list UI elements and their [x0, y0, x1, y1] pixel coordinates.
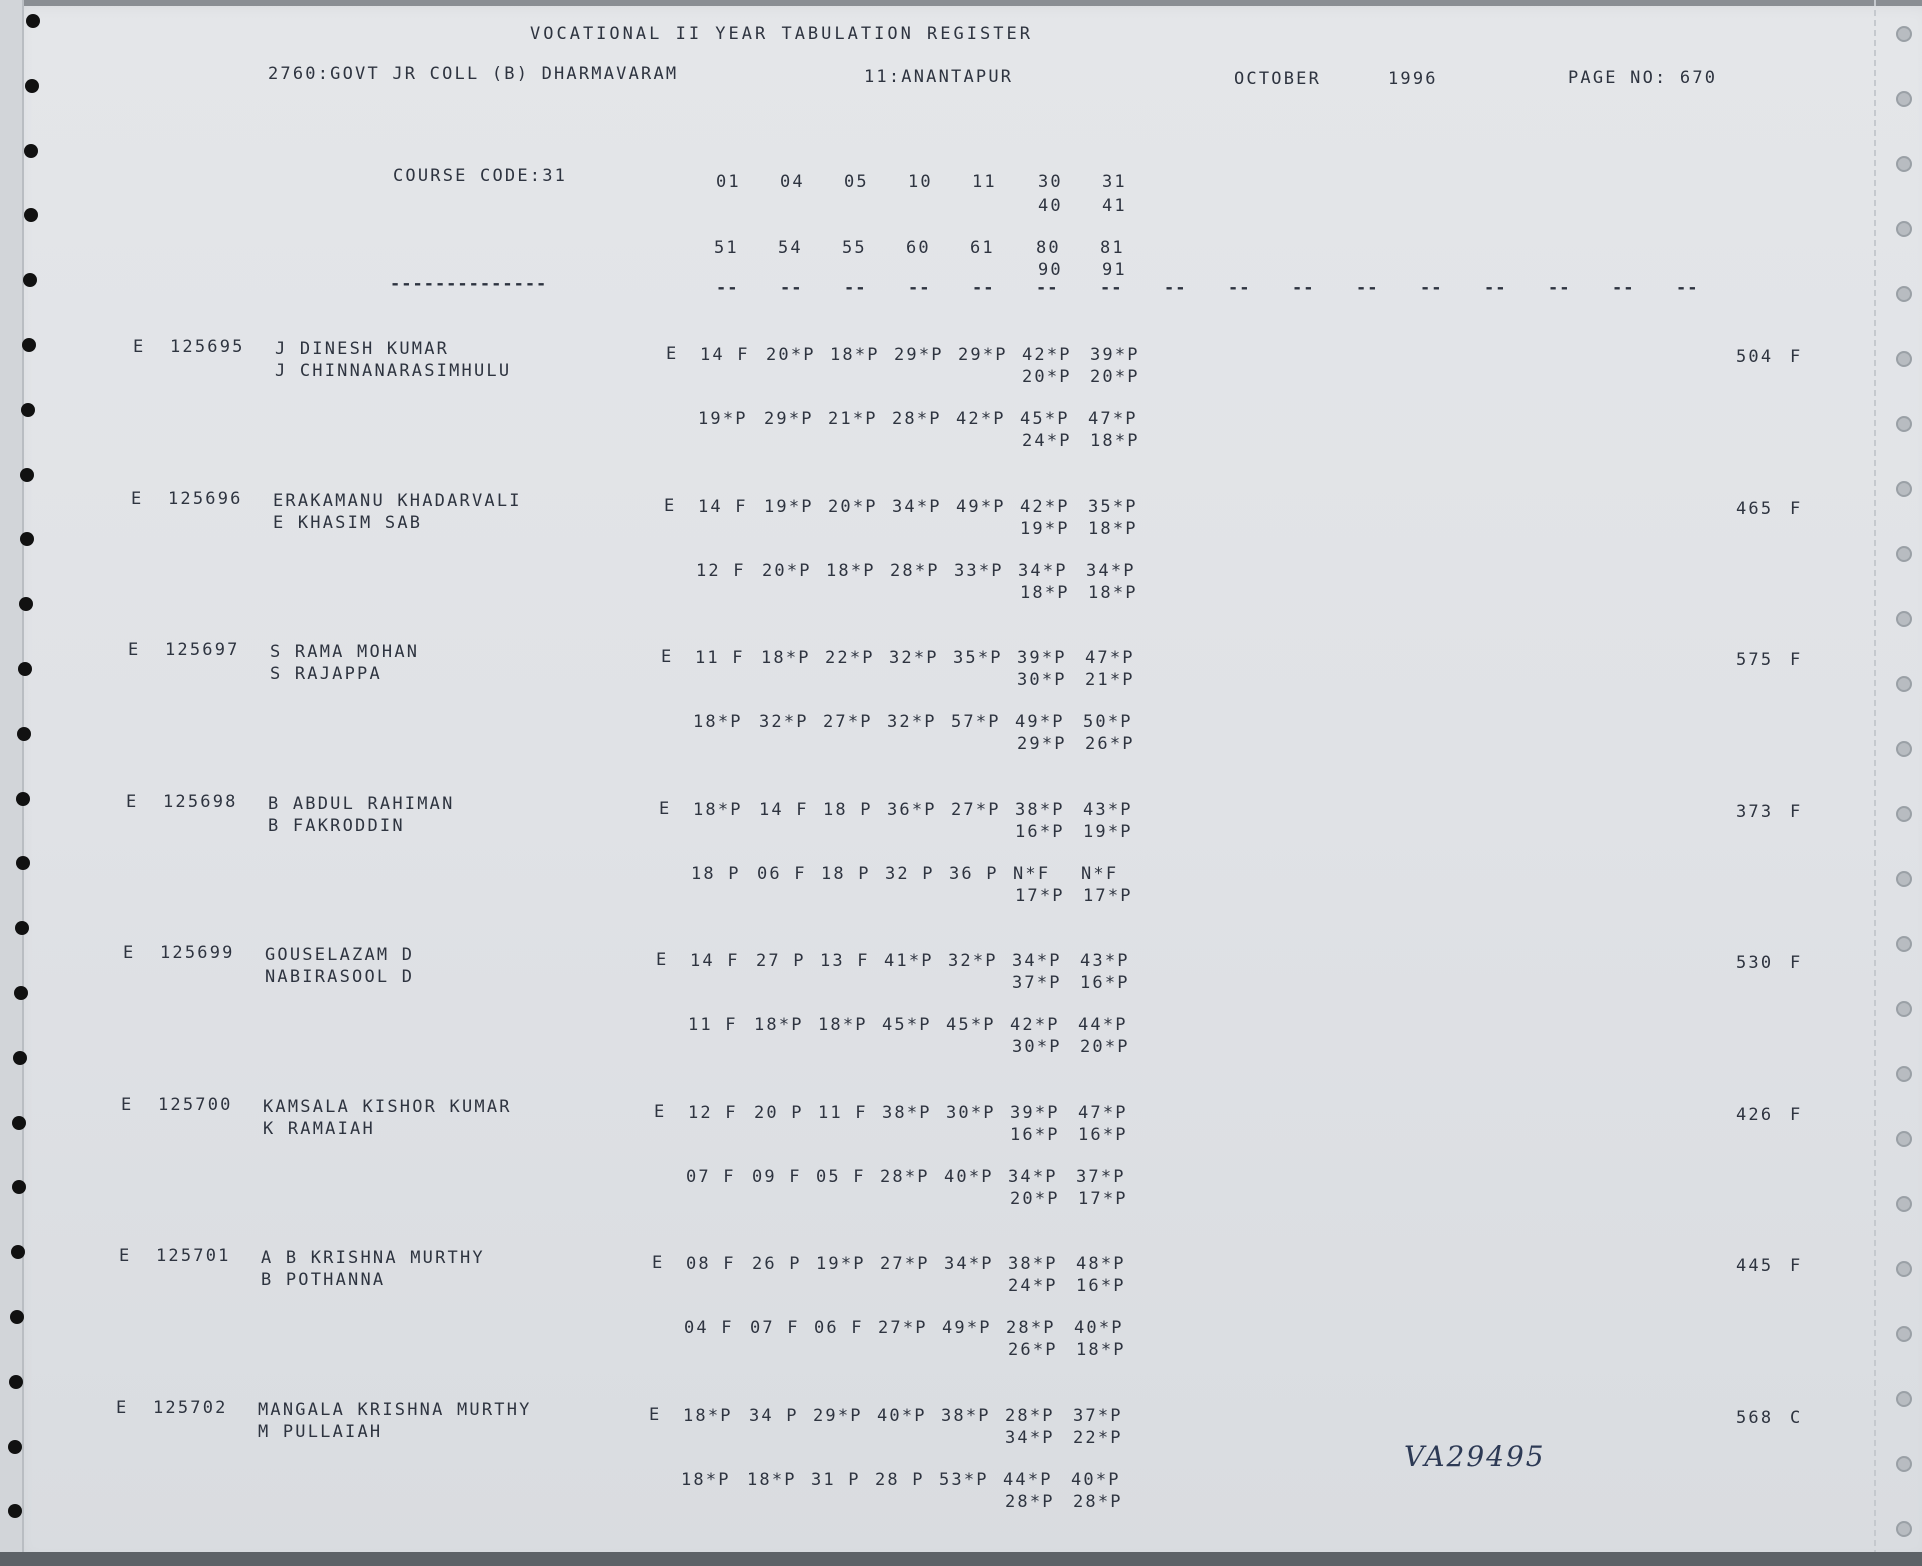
- total-marks: 568: [1736, 1407, 1774, 1428]
- mark-cell: 05 F: [816, 1166, 866, 1187]
- column-rule: --: [1548, 278, 1571, 298]
- feed-hole: [1896, 416, 1912, 432]
- mark-cell: 17*P: [1083, 885, 1133, 906]
- mark-cell: 38*P: [1015, 799, 1065, 820]
- marks-flag: E: [649, 1404, 662, 1425]
- mark-cell: 20 P: [754, 1102, 804, 1123]
- subject-code: 51: [714, 238, 739, 258]
- mark-cell: 28*P: [1073, 1491, 1123, 1512]
- mark-cell: 33*P: [954, 560, 1004, 581]
- mark-cell: 19*P: [698, 409, 748, 429]
- mark-cell: 40*P: [877, 1405, 927, 1426]
- feed-hole: [15, 921, 29, 935]
- mark-cell: 26*P: [1008, 1340, 1058, 1360]
- mark-cell: 16*P: [1076, 1276, 1126, 1296]
- mark-cell: 18*P: [1020, 582, 1070, 603]
- mark-cell: 08 F: [686, 1254, 736, 1274]
- mark-cell: 18*P: [830, 345, 880, 365]
- marks-flag: E: [661, 647, 674, 667]
- mark-cell: 11 F: [688, 1015, 738, 1035]
- feed-hole: [1896, 1196, 1912, 1212]
- student-name: KAMSALA KISHOR KUMAR: [263, 1096, 512, 1117]
- left-feed-strip: [0, 0, 24, 1566]
- marks-flag: E: [666, 344, 679, 364]
- mark-cell: 14 F: [759, 799, 809, 820]
- mark-cell: 11 F: [818, 1102, 868, 1123]
- marks-flag: E: [664, 495, 677, 516]
- mark-cell: 22*P: [1073, 1427, 1123, 1448]
- father-name: B FAKRODDIN: [268, 815, 405, 836]
- subject-code: 54: [778, 238, 803, 258]
- feed-hole: [1896, 1066, 1912, 1082]
- mark-cell: 38*P: [941, 1405, 991, 1426]
- subject-code: 90: [1038, 260, 1063, 280]
- father-name: E KHASIM SAB: [273, 512, 423, 533]
- mark-cell: 37*P: [1073, 1405, 1123, 1426]
- feed-hole: [1896, 676, 1912, 692]
- feed-hole: [20, 468, 34, 482]
- mark-cell: 34*P: [1005, 1427, 1055, 1448]
- mark-cell: 18*P: [1088, 518, 1138, 539]
- mark-cell: 34*P: [944, 1254, 994, 1274]
- roll-number: 125697: [165, 640, 240, 660]
- mark-cell: 27*P: [878, 1318, 928, 1338]
- register-title: VOCATIONAL II YEAR TABULATION REGISTER: [530, 24, 1033, 44]
- mark-cell: 44*P: [1003, 1469, 1053, 1490]
- student-name: MANGALA KRISHNA MURTHY: [258, 1399, 532, 1420]
- result-code: F: [1790, 1104, 1803, 1125]
- mark-cell: 50*P: [1083, 712, 1133, 732]
- mark-cell: 14 F: [700, 345, 750, 365]
- mark-cell: 31 P: [811, 1469, 861, 1490]
- mark-cell: 38*P: [1008, 1254, 1058, 1274]
- mark-cell: 34*P: [1018, 560, 1068, 581]
- column-rule: --: [972, 278, 995, 298]
- mark-cell: 32*P: [759, 712, 809, 732]
- feed-hole: [1896, 221, 1912, 237]
- feed-hole: [1896, 1326, 1912, 1342]
- mark-cell: 18*P: [826, 560, 876, 581]
- mark-cell: 43*P: [1080, 951, 1130, 971]
- mark-cell: 40*P: [1074, 1318, 1124, 1338]
- feed-hole: [16, 792, 30, 806]
- mark-cell: 27*P: [823, 712, 873, 732]
- mark-cell: 32*P: [887, 712, 937, 732]
- mark-cell: 18*P: [681, 1469, 731, 1490]
- mark-cell: 47*P: [1085, 648, 1135, 668]
- mark-cell: 30*P: [1017, 670, 1067, 690]
- father-name: K RAMAIAH: [263, 1118, 375, 1139]
- column-rule: --: [780, 278, 803, 298]
- mark-cell: 42*P: [1010, 1015, 1060, 1035]
- mark-cell: 18*P: [693, 712, 743, 732]
- feed-hole: [1896, 1456, 1912, 1472]
- mark-cell: 39*P: [1017, 648, 1067, 668]
- mark-cell: 21*P: [1085, 670, 1135, 690]
- student-name: GOUSELAZAM D: [265, 945, 415, 965]
- mark-cell: 28*P: [1005, 1491, 1055, 1512]
- feed-hole: [14, 986, 28, 1000]
- column-rule: --: [1612, 278, 1635, 298]
- father-name: M PULLAIAH: [258, 1421, 383, 1442]
- mark-cell: 28*P: [880, 1166, 930, 1187]
- feed-hole: [1896, 741, 1912, 757]
- subject-code: 81: [1100, 238, 1125, 258]
- mark-cell: 20*P: [766, 345, 816, 365]
- mark-cell: 49*P: [956, 496, 1006, 517]
- roll-number: 125698: [163, 791, 238, 812]
- mark-cell: 32 P: [885, 863, 935, 884]
- course-code-label: COURSE CODE:31: [393, 166, 568, 186]
- mark-cell: 11 F: [695, 648, 745, 668]
- mark-cell: 27 P: [756, 951, 806, 971]
- feed-hole: [1896, 806, 1912, 822]
- exam-flag: E: [128, 640, 141, 660]
- mark-cell: 34*P: [892, 496, 942, 517]
- total-marks: 465: [1736, 498, 1774, 519]
- roll-number: 125702: [153, 1397, 228, 1418]
- feed-hole: [9, 1375, 23, 1389]
- mark-cell: 21*P: [828, 409, 878, 429]
- mark-cell: 49*P: [1015, 712, 1065, 732]
- mark-cell: 18 P: [691, 863, 741, 884]
- page-number: PAGE NO: 670: [1568, 68, 1718, 88]
- feed-hole: [1896, 1521, 1912, 1537]
- mark-cell: 29*P: [764, 409, 814, 429]
- feed-hole: [8, 1440, 22, 1454]
- result-code: F: [1790, 953, 1803, 973]
- college-name: 2760:GOVT JR COLL (B) DHARMAVARAM: [268, 64, 679, 84]
- subject-code: 55: [842, 238, 867, 258]
- feed-hole: [25, 79, 39, 93]
- marks-flag: E: [652, 1253, 665, 1273]
- mark-cell: 34*P: [1086, 560, 1136, 581]
- father-name: S RAJAPPA: [270, 664, 382, 684]
- total-marks: 575: [1736, 650, 1774, 670]
- exam-flag: E: [116, 1397, 129, 1418]
- feed-hole: [21, 403, 35, 417]
- subject-code: 01: [716, 172, 741, 192]
- subject-code: 31: [1102, 172, 1127, 192]
- mark-cell: 32*P: [889, 648, 939, 668]
- feed-hole: [24, 144, 38, 158]
- feed-hole: [18, 662, 32, 676]
- mark-cell: 20*P: [1022, 367, 1072, 387]
- column-rule: --: [1484, 278, 1507, 298]
- column-rule: --: [908, 278, 931, 298]
- mark-cell: 42*P: [1022, 345, 1072, 365]
- exam-flag: E: [123, 943, 136, 963]
- exam-flag: E: [126, 791, 139, 812]
- mark-cell: 27*P: [951, 799, 1001, 820]
- marks-flag: E: [656, 950, 669, 970]
- mark-cell: 18 P: [823, 799, 873, 820]
- mark-cell: 34*P: [1012, 951, 1062, 971]
- mark-cell: 19*P: [816, 1254, 866, 1274]
- mark-cell: 35*P: [1088, 496, 1138, 517]
- mark-cell: 14 F: [698, 496, 748, 517]
- mark-cell: 17*P: [1015, 885, 1065, 906]
- exam-flag: E: [121, 1094, 134, 1115]
- subject-code: 11: [972, 172, 997, 192]
- mark-cell: 28*P: [1005, 1405, 1055, 1426]
- mark-cell: N*F: [1013, 863, 1051, 884]
- mark-cell: 34*P: [1008, 1166, 1058, 1187]
- student-name: ERAKAMANU KHADARVALI: [273, 490, 522, 511]
- column-rule: --: [716, 278, 739, 298]
- mark-cell: 39*P: [1090, 345, 1140, 365]
- mark-cell: 19*P: [1020, 518, 1070, 539]
- marks-flag: E: [654, 1101, 667, 1122]
- column-rule: --: [1292, 278, 1315, 298]
- mark-cell: 06 F: [757, 863, 807, 884]
- mark-cell: 24*P: [1022, 431, 1072, 451]
- mark-cell: 41*P: [884, 951, 934, 971]
- mark-cell: 19*P: [1083, 821, 1133, 842]
- feed-hole: [1896, 91, 1912, 107]
- mark-cell: 18*P: [1090, 431, 1140, 451]
- student-name: S RAMA MOHAN: [270, 642, 420, 662]
- roll-number: 125701: [156, 1246, 231, 1266]
- marks-flag: E: [659, 798, 672, 819]
- student-name: J DINESH KUMAR: [275, 339, 450, 359]
- mark-cell: 24*P: [1008, 1276, 1058, 1296]
- subject-code: 61: [970, 238, 995, 258]
- paper-bottom-edge: [0, 1552, 1922, 1566]
- mark-cell: 28*P: [892, 409, 942, 429]
- subject-code: 05: [844, 172, 869, 192]
- feed-hole: [10, 1310, 24, 1324]
- course-code-underline: --------------: [390, 274, 548, 294]
- subject-code: 04: [780, 172, 805, 192]
- mark-cell: 57*P: [951, 712, 1001, 732]
- mark-cell: 49*P: [942, 1318, 992, 1338]
- result-code: F: [1790, 650, 1803, 670]
- mark-cell: 26*P: [1085, 734, 1135, 754]
- handwritten-note: VA29495: [1404, 1440, 1546, 1473]
- roll-number: 125700: [158, 1094, 233, 1115]
- feed-hole: [22, 338, 36, 352]
- mark-cell: 04 F: [684, 1318, 734, 1338]
- mark-cell: 14 F: [690, 951, 740, 971]
- column-rule: --: [1356, 278, 1379, 298]
- mark-cell: 29*P: [958, 345, 1008, 365]
- feed-hole: [20, 532, 34, 546]
- subject-code: 41: [1102, 196, 1127, 216]
- student-name: B ABDUL RAHIMAN: [268, 793, 455, 814]
- mark-cell: 35*P: [953, 648, 1003, 668]
- feed-hole: [1896, 611, 1912, 627]
- feed-hole: [1896, 1261, 1912, 1277]
- mark-cell: N*F: [1081, 863, 1119, 884]
- mark-cell: 30*P: [1012, 1037, 1062, 1057]
- roll-number: 125695: [170, 337, 245, 357]
- mark-cell: 45*P: [1020, 409, 1070, 429]
- mark-cell: 19*P: [764, 496, 814, 517]
- feed-hole: [1896, 351, 1912, 367]
- mark-cell: 47*P: [1088, 409, 1138, 429]
- feed-hole: [24, 208, 38, 222]
- feed-hole: [1896, 1001, 1912, 1017]
- mark-cell: 18*P: [818, 1015, 868, 1035]
- mark-cell: 20*P: [1010, 1188, 1060, 1209]
- mark-cell: 20*P: [828, 496, 878, 517]
- subject-code: 40: [1038, 196, 1063, 216]
- mark-cell: 18*P: [747, 1469, 797, 1490]
- total-marks: 530: [1736, 953, 1774, 973]
- feed-hole: [1896, 286, 1912, 302]
- mark-cell: 28*P: [1006, 1318, 1056, 1338]
- mark-cell: 53*P: [939, 1469, 989, 1490]
- result-code: F: [1790, 801, 1803, 822]
- mark-cell: 07 F: [750, 1318, 800, 1338]
- exam-flag: E: [131, 488, 144, 509]
- mark-cell: 12 F: [696, 560, 746, 581]
- exam-flag: E: [119, 1246, 132, 1266]
- mark-cell: 16*P: [1015, 821, 1065, 842]
- mark-cell: 16*P: [1080, 973, 1130, 993]
- mark-cell: 37*P: [1076, 1166, 1126, 1187]
- mark-cell: 18*P: [683, 1405, 733, 1426]
- mark-cell: 29*P: [894, 345, 944, 365]
- mark-cell: 17*P: [1078, 1188, 1128, 1209]
- mark-cell: 47*P: [1078, 1102, 1128, 1123]
- mark-cell: 42*P: [956, 409, 1006, 429]
- column-rule: --: [844, 278, 867, 298]
- mark-cell: 16*P: [1010, 1124, 1060, 1145]
- student-name: A B KRISHNA MURTHY: [261, 1248, 485, 1268]
- mark-cell: 06 F: [814, 1318, 864, 1338]
- column-rule: --: [1100, 278, 1123, 298]
- feed-hole: [19, 597, 33, 611]
- district-name: 11:ANANTAPUR: [864, 67, 1014, 87]
- feed-hole: [1896, 871, 1912, 887]
- roll-number: 125699: [160, 943, 235, 963]
- column-rule: --: [1036, 278, 1059, 298]
- mark-cell: 45*P: [946, 1015, 996, 1035]
- mark-cell: 32*P: [948, 951, 998, 971]
- column-rule: --: [1420, 278, 1443, 298]
- result-code: C: [1790, 1407, 1803, 1428]
- total-marks: 504: [1736, 347, 1774, 367]
- column-rule: --: [1676, 278, 1699, 298]
- feed-hole: [12, 1116, 26, 1130]
- total-marks: 445: [1736, 1256, 1774, 1276]
- mark-cell: 27*P: [880, 1254, 930, 1274]
- subject-code: 60: [906, 238, 931, 258]
- mark-cell: 43*P: [1083, 799, 1133, 820]
- mark-cell: 09 F: [752, 1166, 802, 1187]
- roll-number: 125696: [168, 488, 243, 509]
- exam-flag: E: [133, 337, 146, 357]
- mark-cell: 44*P: [1078, 1015, 1128, 1035]
- mark-cell: 29*P: [1017, 734, 1067, 754]
- mark-cell: 34 P: [749, 1405, 799, 1426]
- mark-cell: 13 F: [820, 951, 870, 971]
- feed-hole: [16, 856, 30, 870]
- result-code: F: [1790, 498, 1803, 519]
- mark-cell: 18*P: [754, 1015, 804, 1035]
- column-rule: --: [1228, 278, 1251, 298]
- mark-cell: 12 F: [688, 1102, 738, 1123]
- mark-cell: 18*P: [1076, 1340, 1126, 1360]
- mark-cell: 42*P: [1020, 496, 1070, 517]
- mark-cell: 20*P: [1090, 367, 1140, 387]
- column-rule: --: [1164, 278, 1187, 298]
- exam-month: OCTOBER: [1234, 69, 1322, 89]
- mark-cell: 18*P: [693, 799, 743, 820]
- feed-hole: [1896, 1391, 1912, 1407]
- feed-hole: [23, 273, 37, 287]
- mark-cell: 22*P: [825, 648, 875, 668]
- mark-cell: 40*P: [944, 1166, 994, 1187]
- mark-cell: 48*P: [1076, 1254, 1126, 1274]
- subject-code: 30: [1038, 172, 1063, 192]
- mark-cell: 07 F: [686, 1166, 736, 1187]
- mark-cell: 38*P: [882, 1102, 932, 1123]
- mark-cell: 28 P: [875, 1469, 925, 1490]
- result-code: F: [1790, 1256, 1803, 1276]
- feed-hole: [1896, 936, 1912, 952]
- feed-hole: [17, 727, 31, 741]
- mark-cell: 30*P: [946, 1102, 996, 1123]
- mark-cell: 18*P: [761, 648, 811, 668]
- feed-hole: [1896, 1131, 1912, 1147]
- mark-cell: 37*P: [1012, 973, 1062, 993]
- feed-hole: [13, 1051, 27, 1065]
- feed-hole: [1896, 481, 1912, 497]
- subject-code: 80: [1036, 238, 1061, 258]
- subject-code: 91: [1102, 260, 1127, 280]
- mark-cell: 16*P: [1078, 1124, 1128, 1145]
- mark-cell: 40*P: [1071, 1469, 1121, 1490]
- mark-cell: 28*P: [890, 560, 940, 581]
- total-marks: 426: [1736, 1104, 1774, 1125]
- feed-hole: [26, 14, 40, 28]
- father-name: J CHINNANARASIMHULU: [275, 361, 512, 381]
- mark-cell: 20*P: [762, 560, 812, 581]
- mark-cell: 26 P: [752, 1254, 802, 1274]
- result-code: F: [1790, 347, 1803, 367]
- father-name: B POTHANNA: [261, 1270, 386, 1290]
- father-name: NABIRASOOL D: [265, 967, 415, 987]
- mark-cell: 18 P: [821, 863, 871, 884]
- mark-cell: 29*P: [813, 1405, 863, 1426]
- mark-cell: 45*P: [882, 1015, 932, 1035]
- feed-hole: [1896, 26, 1912, 42]
- mark-cell: 36 P: [949, 863, 999, 884]
- subject-code: 10: [908, 172, 933, 192]
- feed-hole: [1896, 546, 1912, 562]
- mark-cell: 36*P: [887, 799, 937, 820]
- feed-hole: [1896, 156, 1912, 172]
- mark-cell: 18*P: [1088, 582, 1138, 603]
- mark-cell: 39*P: [1010, 1102, 1060, 1123]
- paper-top-edge: [0, 0, 1922, 6]
- mark-cell: 20*P: [1080, 1037, 1130, 1057]
- total-marks: 373: [1736, 801, 1774, 822]
- exam-year: 1996: [1388, 69, 1438, 89]
